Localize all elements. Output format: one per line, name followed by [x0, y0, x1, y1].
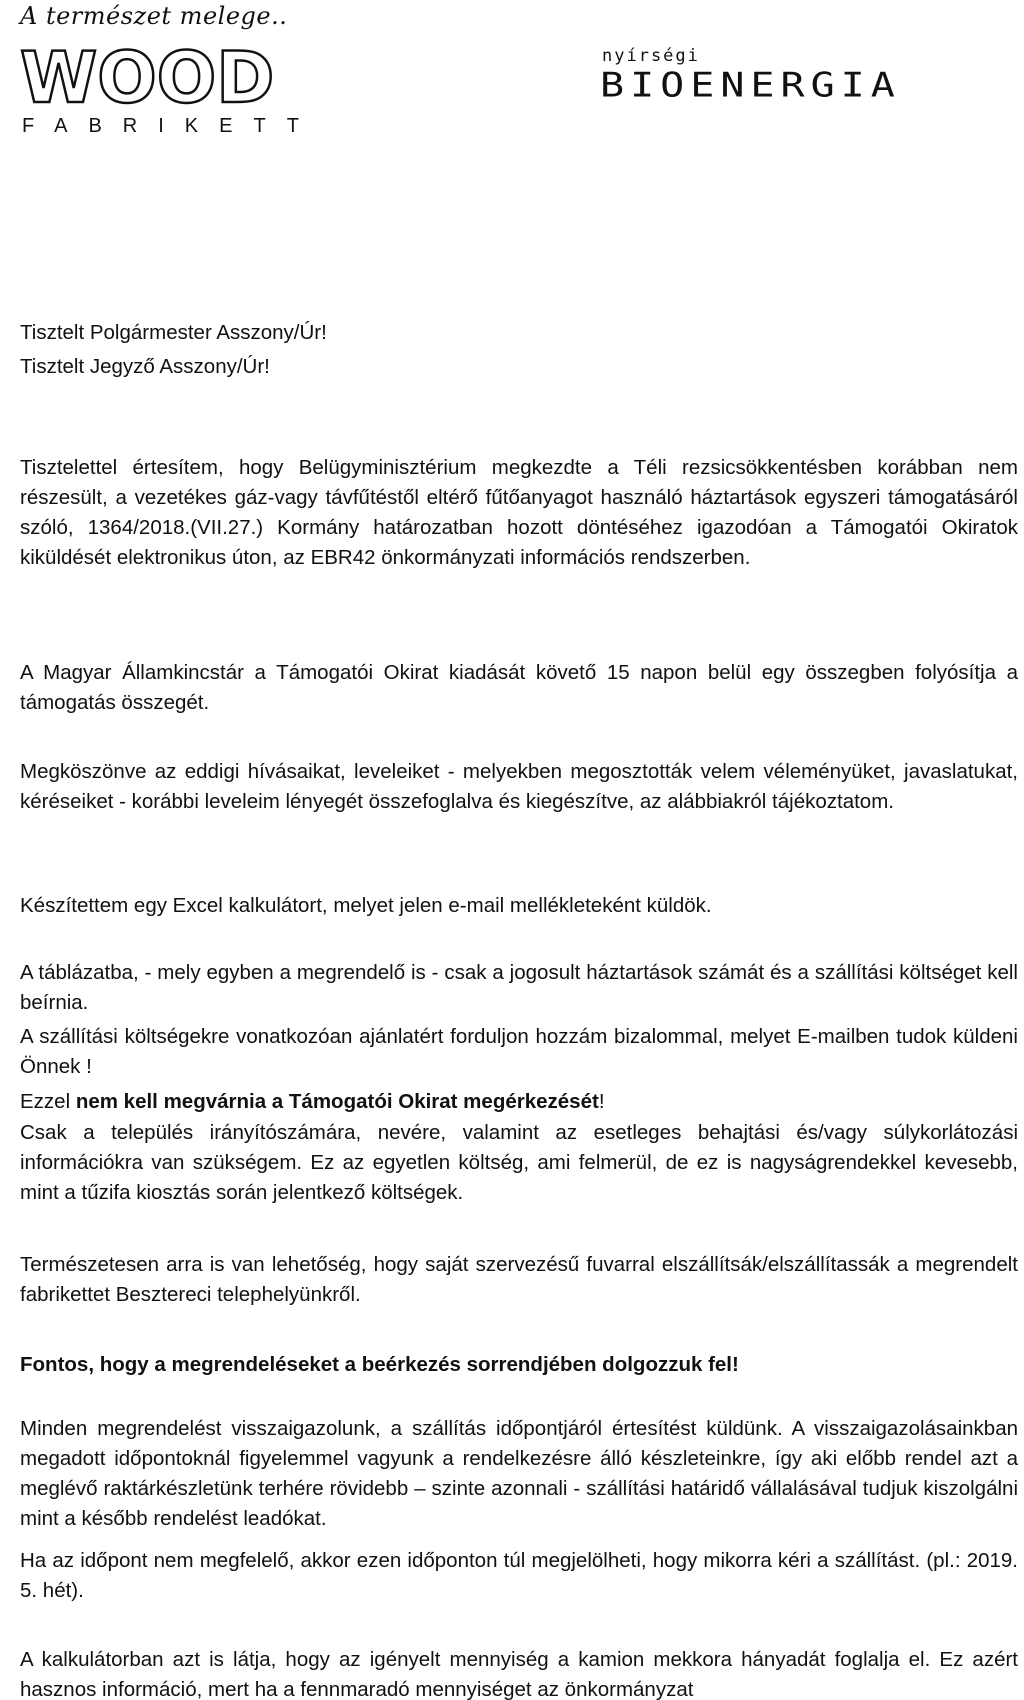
paragraph-7: [20, 1087, 1018, 1117]
paragraph-7-emphasis: nem kell megvárnia a Támogatói Okirat megérkezését: [75, 1090, 599, 1113]
paragraph-9: Természetesen arra is van lehetőség, hogy saját szervezésű fuvarral elszállítsák/elszállítassák a megrendelt fabrikettet Besztereci telephelyünkről.: [20, 1253, 1018, 1306]
wood-logo: [20, 38, 272, 118]
paragraph-5: A táblázatba, - mely egyben a megrendelő is - csak a jogosult háztartások számát és a szállítási költséget kell beírnia.: [20, 961, 1018, 1014]
wood-logo-letter: D: [216, 37, 273, 119]
paragraph-4: Készítettem egy Excel kalkulátort, melyet jelen e-mail mellékleteként küldök.: [20, 894, 712, 917]
salutation-line-2: Tisztelt Jegyző Asszony/Úr!: [20, 355, 270, 378]
paragraph-6: A szállítási költségekre vonatkozóan ajánlatért forduljon hozzám bizalommal, melyet E-mailben tudok küldeni Önnek !: [20, 1025, 1018, 1078]
slogan: A természet melege..: [20, 2, 288, 30]
bioenergia-logo-small: nyírségi: [602, 46, 700, 66]
paragraph-7-prefix: Ezzel: [20, 1090, 76, 1113]
salutation-line-1: Tisztelt Polgármester Asszony/Úr!: [20, 321, 327, 344]
paragraph-11: Minden megrendelést visszaigazolunk, a szállítás időpontjáról értesítést küldünk. A visszaigazolásainkban megadott időpontoknál figyelemmel vagyunk a rendelkezésre álló készleteinkre, így aki előbb rendel azt a meglévő raktárkészletünk terhére rövidebb – szinte azonnali - szállítási határidő vállalásával tudjuk kiszolgálni mint a később rendelést leadókat.: [20, 1417, 1018, 1530]
wood-logo-letter: O: [156, 37, 215, 119]
wood-logo-letter: W: [20, 37, 96, 119]
paragraph-1: Tisztelettel értesítem, hogy Belügyminisztérium megkezdte a Téli rezsicsökkentésben korábban nem részesült, a vezetékes gáz-vagy távfűtéstől eltérő fűtőanyagot használó háztartások egyszeri támogatásáról szóló, 1364/2018.(VII.27.) Kormány határozatban hozott döntéséhez igazodóan a Támogatói Okiratok kiküldését elektronikus úton, az EBR42 önkormányzati információs rendszerben.: [20, 456, 1018, 569]
paragraph-12: Ha az időpont nem megfelelő, akkor ezen időponton túl megjelölheti, hogy mikorra kéri a szállítást. (pl.: 2019. 5. hét).: [20, 1549, 1018, 1602]
bioenergia-logo: BIOENERGIA: [600, 65, 901, 105]
paragraph-8: Csak a település irányítószámára, nevére, valamint az esetleges behajtási és/vagy súlykorlátozási információkra van szükségem. Ez az egyetlen költség, ami felmerül, de ez is nagyságrendekkel kevesebb, mint a tűzifa kiosztás során jelentkező költségek.: [20, 1121, 1018, 1204]
fabrikett-wordmark: FABRIKETT: [22, 115, 320, 137]
paragraph-2: A Magyar Államkincstár a Támogatói Okirat kiadását követő 15 napon belül egy összegben folyósítja a támogatás összegét.: [20, 661, 1018, 714]
paragraph-3: Megköszönve az eddigi hívásaikat, leveleiket - melyekben megosztották velem véleményüket, javaslatukat, kéréseiket - korábbi leveleim lényegét összefoglalva és kiegészítve, az alábbiakról tájékoztatom.: [20, 760, 1018, 813]
paragraph-13: A kalkulátorban azt is látja, hogy az igényelt mennyiség a kamion mekkora hányadát foglalja el. Ez azért hasznos információ, mert ha a fennmaradó mennyiséget az önkormányzat: [20, 1648, 1018, 1700]
paragraph-10-important: Fontos, hogy a megrendeléseket a beérkezés sorrendjében dolgozzuk fel!: [20, 1353, 739, 1376]
paragraph-7-suffix: !: [598, 1090, 605, 1113]
wood-logo-letter: O: [97, 37, 155, 119]
